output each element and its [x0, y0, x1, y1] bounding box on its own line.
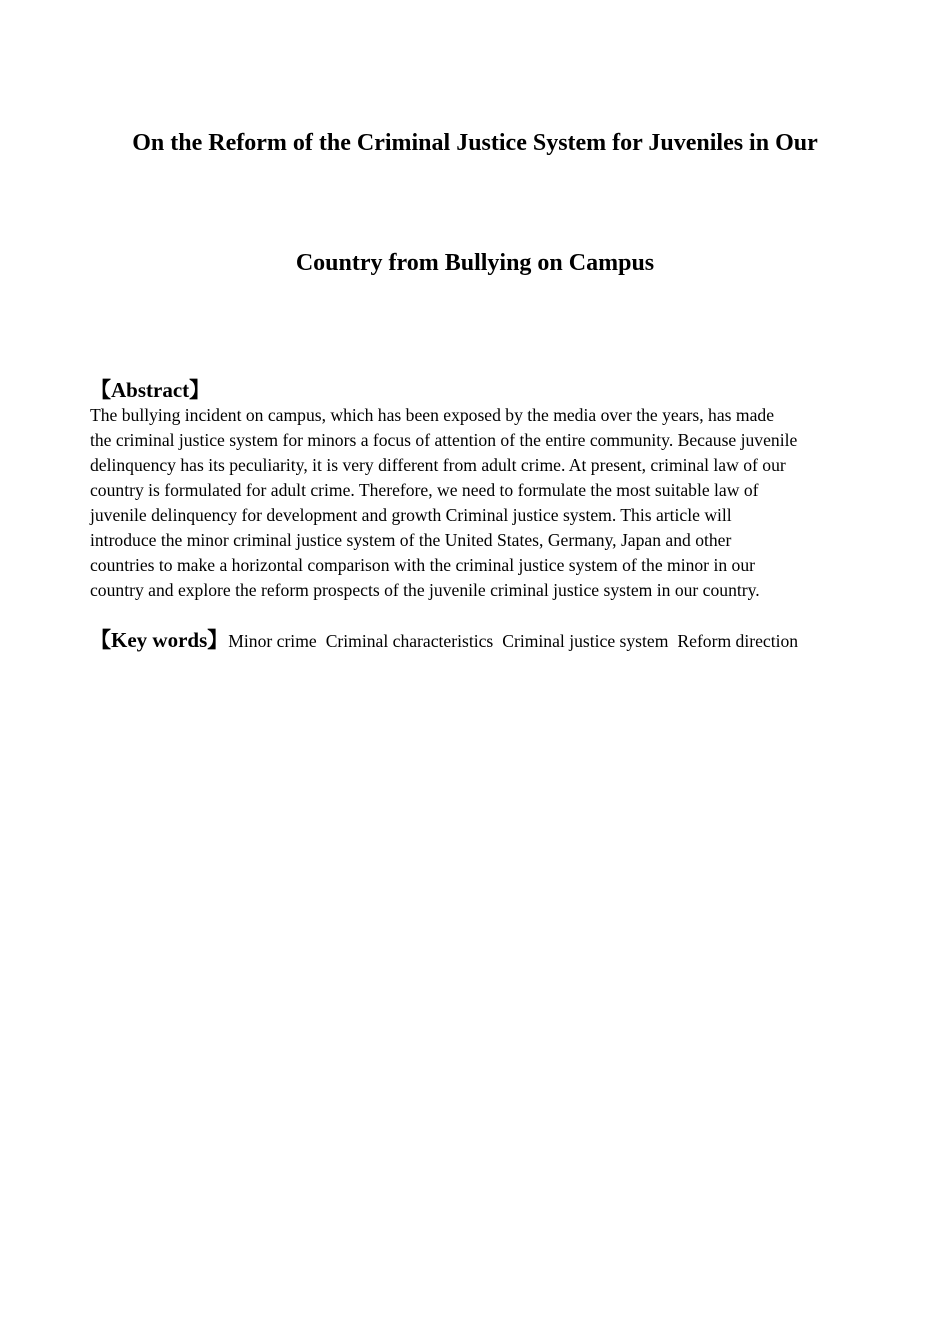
abstract-line: juvenile delinquency for development and growth Criminal justice system. This article will: [90, 505, 732, 525]
title-line-2: Country from Bullying on Campus: [295, 250, 655, 276]
keywords-label: 【Key words】: [90, 628, 229, 652]
title-line-1: On the Reform of the Criminal Justice System for Juveniles in Our: [132, 130, 818, 156]
keyword-item: Minor crime: [228, 631, 317, 651]
abstract-line: delinquency has its peculiarity, it is very different from adult crime. At present, criminal law of our: [90, 455, 786, 475]
keyword-item: Reform direction: [677, 631, 799, 651]
abstract-line: country is formulated for adult crime. Therefore, we need to formulate the most suitable law of: [90, 480, 759, 500]
abstract-heading: 【Abstract】: [90, 378, 211, 402]
abstract-line: country and explore the reform prospects of the juvenile criminal justice system in our country.: [90, 580, 760, 600]
abstract-line: countries to make a horizontal comparison with the criminal justice system of the minor in our: [90, 555, 755, 575]
abstract-line: introduce the minor criminal justice system of the United States, Germany, Japan and other: [90, 530, 732, 550]
keyword-item: Criminal characteristics: [325, 631, 494, 651]
keywords-line: [90, 626, 807, 655]
keyword-item: Criminal justice system: [502, 631, 669, 651]
abstract-line: the criminal justice system for minors a focus of attention of the entire community. Because juvenile: [90, 430, 798, 450]
abstract-line: The bullying incident on campus, which has been exposed by the media over the years, has made: [90, 405, 774, 425]
abstract-body: [90, 403, 870, 603]
